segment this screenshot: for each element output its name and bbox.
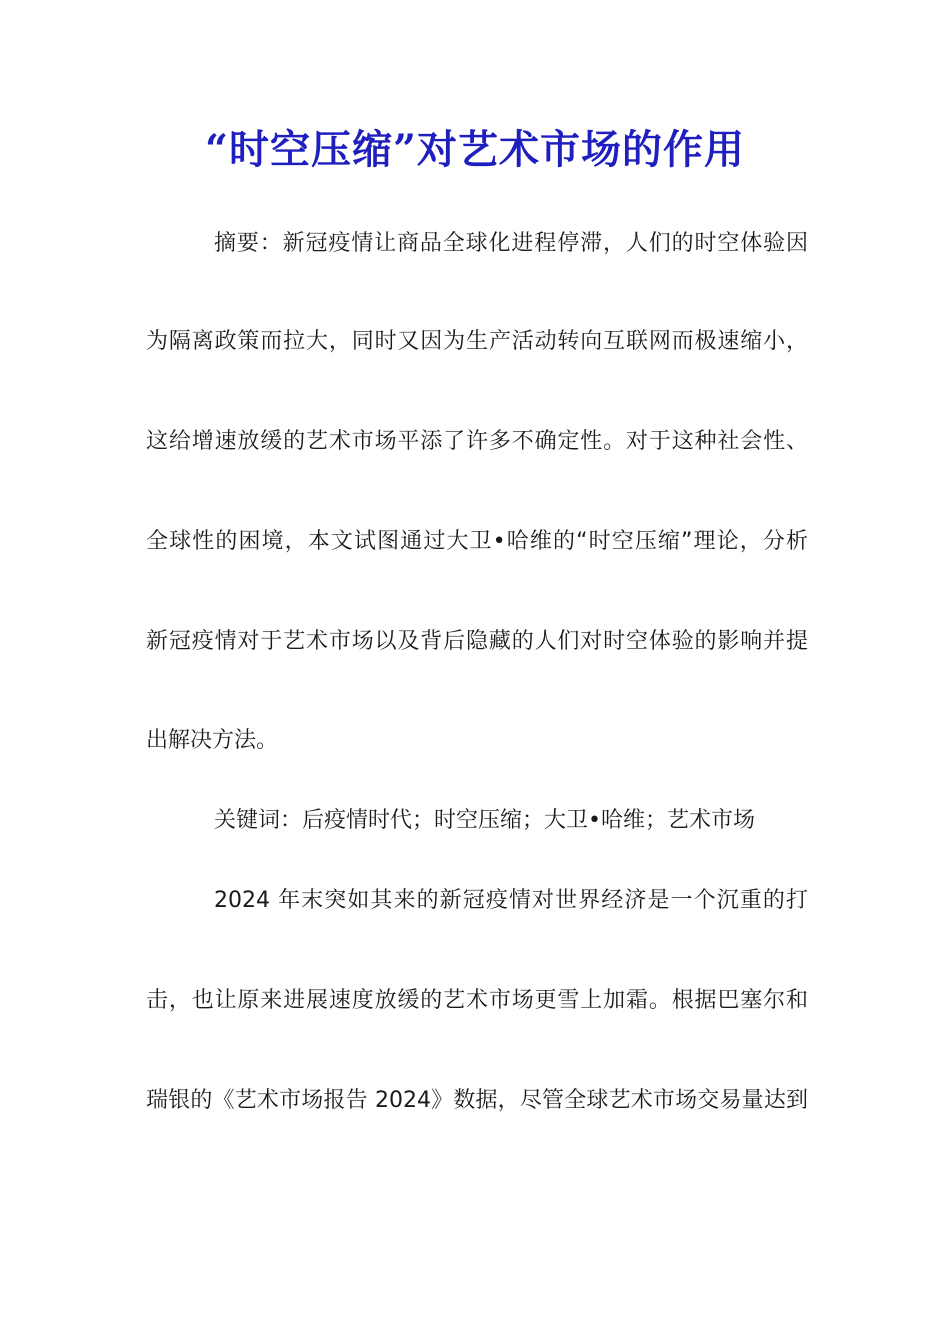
body-line-3: 瑞银的《艺术市场报告 2024》数据，尽管全球艺术市场交易量达到 (146, 1088, 808, 1113)
abstract-line-1: 摘要：新冠疫情让商品全球化进程停滞，人们的时空体验因 (214, 231, 808, 256)
abstract-line-5: 新冠疫情对于艺术市场以及背后隐藏的人们对时空体验的影响并提 (146, 629, 808, 654)
abstract-line-4: 全球性的困境，本文试图通过大卫•哈维的“时空压缩”理论，分析 (146, 529, 808, 554)
abstract-line-6: 出解决方法。 (146, 728, 279, 753)
abstract-line-3: 这给增速放缓的艺术市场平添了许多不确定性。对于这种社会性、 (146, 429, 808, 454)
document-title: “时空压缩”对艺术市场的作用 (204, 126, 745, 173)
keywords-line: 关键词：后疫情时代；时空压缩；大卫•哈维；艺术市场 (214, 808, 755, 833)
abstract-line-2: 为隔离政策而拉大，同时又因为生产活动转向互联网而极速缩小， (146, 329, 808, 354)
body-line-2: 击，也让原来进展速度放缓的艺术市场更雪上加霜。根据巴塞尔和 (146, 988, 808, 1013)
body-line-1: 2024 年末突如其来的新冠疫情对世界经济是一个沉重的打 (214, 888, 808, 913)
